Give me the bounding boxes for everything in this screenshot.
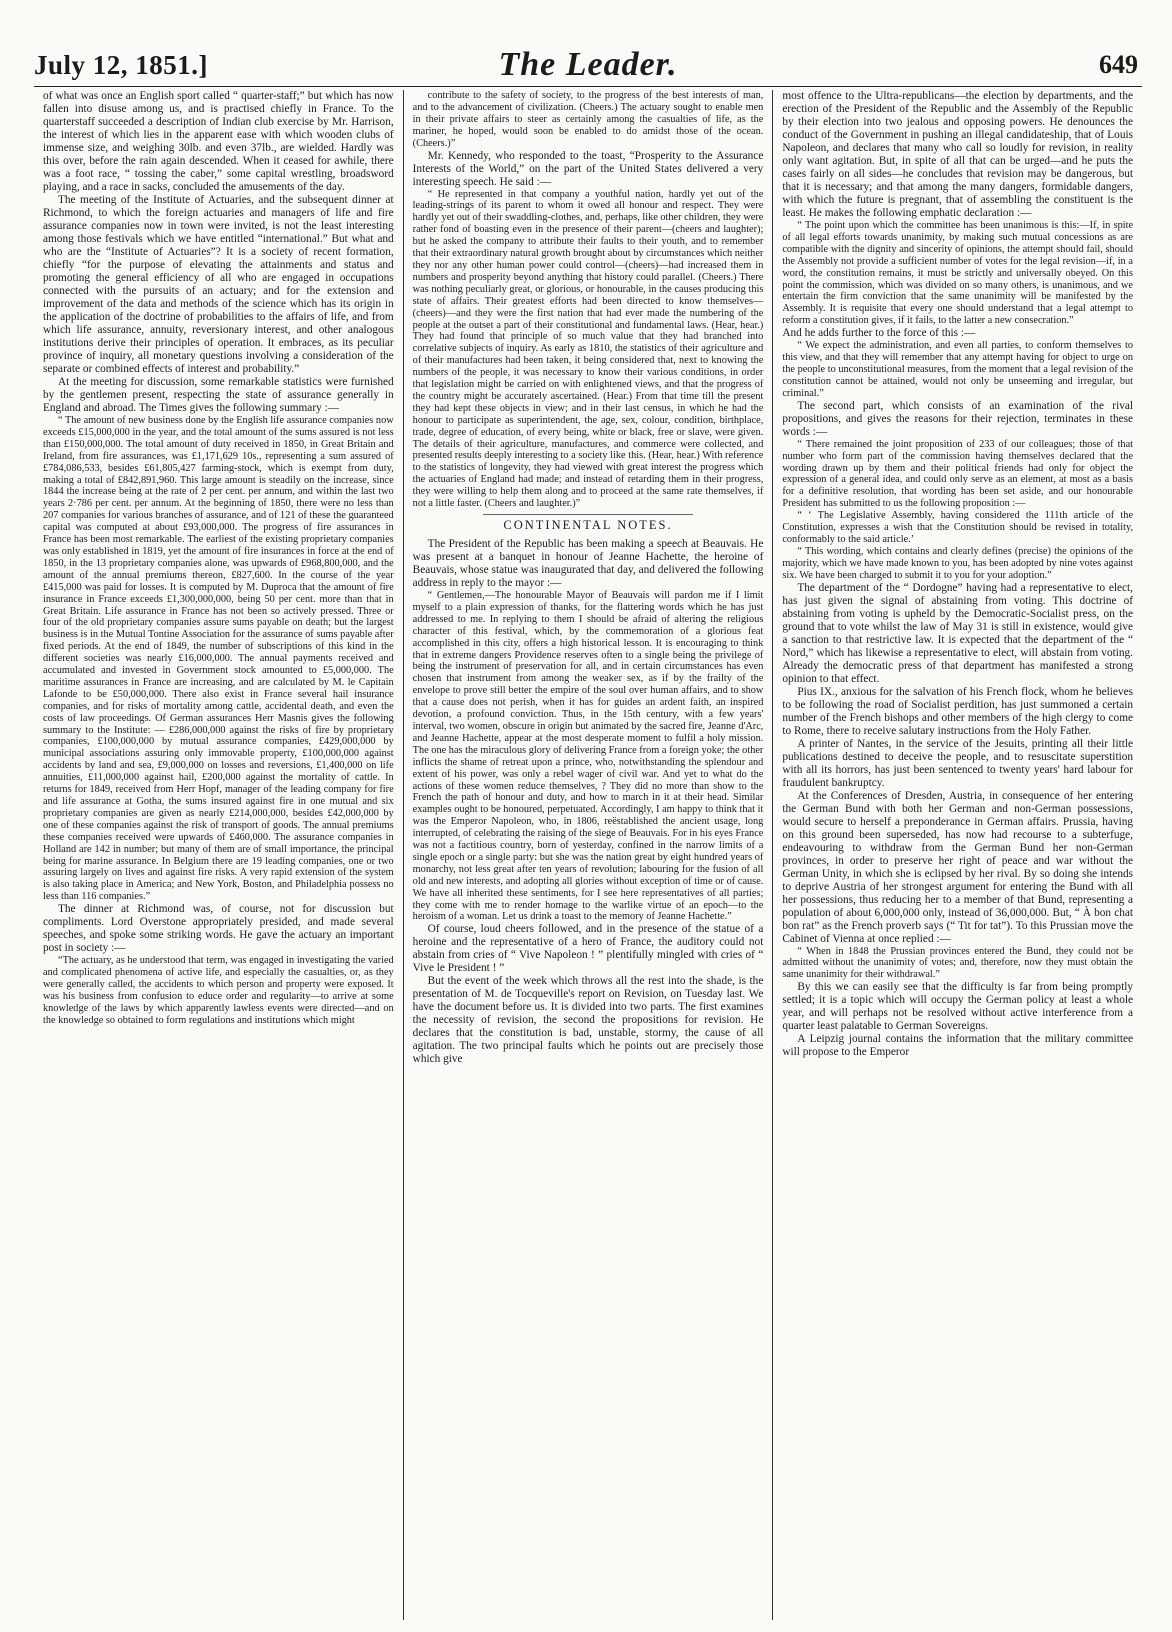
quoted-paragraph: “ The point upon which the committee has been unanimous is this:—If, in spite of all legal efforts towards unanimity, by making such mutual concessions as are compatible with the dignity and sincerity of opinions, the attempt should fail, should the Assembly not provide a sufficient number of votes for the legal revision—if, in a word, the constitution remains, it must be strictly and universally obeyed. On this point the commission, which was divided on so many others, is unanimous, and we entertain the firm conviction that the same unanimity will be manifested by the Assembly. It is requisite that every one should understand that a legal attempt to reform a constitution gives, if it fails, to the latter a new consecration.” — [782, 220, 1134, 327]
paragraph: A Leipzig journal contains the information that the military committee will propose to the Emperor — [782, 1033, 1134, 1059]
quoted-paragraph: “ Gentlemen,—The honourable Mayor of Beauvais will pardon me if I limit myself to a plain expression of thanks, for the flattering words which he has just addressed to me. In replying to them I should be afraid of altering the religious character of this festival, which, by the commemoration of a glorious feat accomplished in this city, offers a high historical lesson. It is encouraging to think that in extreme dangers Providence reserves often to a single being the privilege of being the instrument of preservation for all, and in certain circumstances has even chosen that instrument from among the weaker sex, as if by the frailty of the envelope to prove still better the empire of the soul over human affairs, and to show that a cause does not perish, when it has for guides an ardent faith, an inspired devotion, a profound conviction. Thus, in the 15th century, with a few years' interval, two women, obscure in origin but animated by the sacred fire, Jeanne d'Arc, and Jeanne Hachette, appear at the most desperate moment to fulfil a holy mission. The one has the miraculous glory of delivering France from a foreign yoke; the other inflicts the shame of retreat upon a prince, who, notwithstanding the splendour and extent of his power, was only a rebel wager of civil war. And yet to what do the actions of these women reduce themselves, ? They did no more than show to the French the path of honour and duty, and how to march in it at their head. Similar examples ought to be honoured, perpetuated. Accordingly, I am happy to think that it was the Emperor Napoleon, who, in 1806, reëstablished the ancient usage, long interrupted, of celebrating the raising of the siege of Beauvais. For in his eyes France was not a factitious country, born of yesterday, confined in the narrow limits of a single epoch or a single party: but she was the nation great by eight hundred years of monarchy, not less great after ten years of revolution; labouring for the fusion of all old and new interests, and adopting all glories without exception of time or of cause. We have all inherited these sentiments, for I see here representatives of all parties; they come with me to render homage to the warlike virtue of an epoch—to the heroism of a woman. Let us drink a toast to the memory of Jeanne Hachette.” — [412, 590, 764, 923]
paragraph: of what was once an English sport called “ quarter-staff;” but which has now fallen into disuse among us, and is practised chiefly in France. To the quarterstaff succeeded a description of Indian club exercise by Mr. Harrison, the interest of which lies in the apparent ease with which wooden clubs of immense size, and weighing 30lb. and even 37lb., are wielded. Hardly was this over, before the rain again descended. When it ceased for awhile, there was a foot race, “ tossing the caber,” some capital wrestling, broadsword playing, and a race in sacks, concluded the amusements of the day. — [43, 90, 394, 193]
quoted-paragraph: “ The amount of new business done by the English life assurance companies now exceeds £15,000,000 in the year, and the total amount of the sums assured is not less than £150,000,000. The total amount of duty received in 1850, in Great Britain and Ireland, from fire assurances, was £1,171,629 10s., representing a sum assured of £784,086,533, besides £61,805,427 farming-stock, which is exempt from duty, making a total of £842,891,960. This large amount is steadily on the increase, since 1844 the increase being at the rate of 2 per cent. per annum, and within the last two years 2·786 per cent. per annum. At the beginning of 1850, there were no less than 207 companies for various branches of assurance, and of 121 of these the guaranteed capital was computed at about £93,000,000. The progress of fire assurances in France has been most remarkable. The earliest of the existing proprietary companies was only established in 1819, yet the amount of fire insurances in force at the end of 1850, in the 13 proprietary companies alone, was upwards of £968,800,000, and the amount of the annual premiums thereon, £827,600. In the course of the year £415,000 was paid for losses. It is computed by M. Duproca that the amount of fire insurance in France exceeds £1,300,000,000, being 50 per cent. more than that in Great Britain. Life assurance in France has not been so actively pressed. Three or four of the old proprietary companies assure sums payable on death; but the largest business is in the Mutual Tontine Association for the assurance of sums payable after fixed periods. At the end of 1849, the number of subscriptions of this kind in the different societies was nearly £16,000,000. The annual payments received and accumulated and invested in Government stock amounted to £5,000,000. The maritime assurances in France are increasing, and are calculated by M. le Capitain Lafonde to be £50,000,000. There also exist in France several hail insurance companies, and for risks of mortality among cattle, accidental death, and even the costs of law proceedings. Of German assurances Herr Masnis gives the following summary to the Institute: — £286,000,000 against the risks of fire by proprietary companies, £100,000,000 by mutual assurance companies, £429,000,000 by municipal associations assuring only immovable property, £100,000,000 against accidents by land and sea, £9,000,000 on losses and reversions, £1,400,000 on life annuities, £11,000,000 against hail, £200,000 against the mortality of cattle. In returns for 1849, received from Herr Hopf, manager of the leading company for fire and life assurance at Gotha, the sums insured against fire in one mutual and six proprietary companies are given as nearly £214,000,000, besides £42,000,000 by one of these companies against the risk of transport of goods. The annual premiums these companies received were upwards of £460,000. The assurance companies in Holland are 142 in number; but many of them are of small importance, the principal being for marine assurance. In Belgium there are 19 leading companies, one or two assuring largely on lives and against fire risks. A very rapid extension of the system is also taking place in America; and New York, Boston, and Philadelphia possess no less than 116 companies.” — [43, 415, 394, 903]
paragraph: The meeting of the Institute of Actuaries, and the subsequent dinner at Richmond, to which the foreign actuaries and managers of life and fire assurance companies now in town were invited, is not the least interesting among those festivals which we have entitled “international.” But what and who are the “Institute of Actuaries”? It is a society of recent formation, chiefly “for the purpose of elevating the attainments and status and promoting the general efficiency of all who are engaged in occupations connected with the pursuits of an actuary; and for the extension and improvement of the data and methods of the science which has its origin in the application of the doctrine of probabilities to the affairs of life, and from which life assurance, annuity, reversionary interest, and other analogous institutions derive their principles of operation. It embraces, as its peculiar province of inquiry, all monetary questions involving a consideration of the separate or combined effects of interest and probability.” — [43, 194, 394, 375]
column-1 — [34, 90, 403, 1620]
quoted-paragraph: “The actuary, as he understood that term, was engaged in investigating the varied and complicated phenomena of active life, and especially the casualties, or, as they were generally called, the accidents to which person and property were exposed. It was his business from confusion to educe order and regularity—to arrive at some knowledge of the laws by which apparently lawless events were directed—and on the knowledge so obtained to form regulations and institutions which might — [43, 955, 394, 1026]
section-heading: CONTINENTAL NOTES. — [503, 518, 673, 532]
quoted-paragraph: contribute to the safety of society, to the progress of the best interests of man, and to the advancement of civilization. (Cheers.) The actuary sought to enable men in their private affairs to steer as certainly among the casualties of life, as the mariner, he hoped, would soon be enabled to do amidst those of the ocean. (Cheers.)” — [412, 90, 764, 149]
section-divider — [483, 514, 693, 515]
quoted-paragraph: “ There remained the joint proposition of 233 of our colleagues; those of that number who form part of the commission having themselves declared that the wording drawn up by them and their political friends had only for object the expression of a general idea, and could only serve as an element, at most as a basis for a definitive resolution, that wording has been set aside, and our honourable President has submitted to us the following proposition :— — [782, 438, 1134, 510]
quoted-paragraph: “ This wording, which contains and clearly defines (precise) the opinions of the majority, which we have made known to you, has been adopted by nine votes against six. We have been charged to submit it to you for your adoption.” — [782, 545, 1134, 581]
paragraph: The department of the “ Dordogne” having had a representative to elect, has just given the signal of abstaining from voting. This doctrine of abstaining from voting is upheld by the Democratic-Socialist press, on the ground that to vote whilst the law of May 31 is still in existence, would give a sanction to that restrictive law. It is expected that the department of the “ Nord,” which has likewise a representative to elect, will abstain from voting. Already the democratic press of that department has manifested a strong opinion to that effect. — [782, 581, 1134, 685]
paragraph: At the meeting for discussion, some remarkable statistics were furnished by the gentlemen present, respecting the state of assurance generally in England and abroad. The Times gives the following summary :— — [43, 376, 394, 414]
quoted-paragraph: “ We expect the administration, and even all parties, to conform themselves to this view, and that they will remember that any attempt having for object to urge on the people to unconstitutional measures, from the moment that a legal revision of the constitution cannot be attained, would not only be unseeming and irregular, but criminal.” — [782, 340, 1134, 399]
paragraph: And he adds further to the force of this :— — [782, 327, 976, 340]
paragraph: The President of the Republic has been making a speech at Beauvais. He was present at a banquet in honour of Jeanne Hachette, the heroine of Beauvais, whose statue was inaugurated that day, and delivered the following address in reply to the mayor :— — [412, 538, 764, 589]
paragraph: The second part, which consists of an examination of the rival propositions, and gives the reasons for their rejection, terminates in these words :— — [782, 399, 1134, 438]
masthead — [34, 44, 1142, 88]
newspaper-title: The Leader. — [498, 46, 678, 83]
paragraph: The dinner at Richmond was, of course, not for discussion but compliments. Lord Overstone appropriately presided, and made several speeches, and spoke some striking words. He gave the actuary an important post in society :— — [43, 903, 394, 955]
page-number: 649 — [1099, 50, 1138, 79]
paragraph: By this we can easily see that the difficulty is far from being promptly settled; it is a topic which will occupy the German policy at least a whole year, and will perhaps not be resolved without active interference from a quarter least palatable to German Sovereigns. — [782, 981, 1134, 1033]
quoted-paragraph: “ When in 1848 the Prussian provinces entered the Bund, they could not be admitted without the unanimity of votes; and, therefore, now they must obtain the same unanimity for their withdrawal.” — [782, 945, 1134, 981]
paragraph: At the Conferences of Dresden, Austria, in consequence of her entering the German Bund with both her German and non-German possessions, would secure to herself a preponderance in German affairs. Prussia, having on this ground been superseded, has now had recourse to a subterfuge, endeavouring to withdraw from the German Bund her non-German provinces, in order to preserve her right of peace and war without the German Unity, in which she is eclipsed by her rival. By so doing she intends to deprive Austria of her strongest argument for entering the Bund with all her possessions, thus reducing her to a member of that Bund, representing a population of about 6,000,000 only, instead of 36,000,000. But, “ À bon chat bon rat” as the French proverb says (“ Tit for tat”). To this Prussian move the Cabinet of Vienna at once replied :— — [782, 789, 1134, 945]
columns — [34, 90, 1142, 1620]
paragraph: Of course, loud cheers followed, and in the presence of the statue of a heroine and the representative of a hero of France, the auditory could not abstain from cries of “ Vive Napoleon ! ” plentifully mingled with cries of “ Vive le President ! ” — [412, 923, 764, 975]
paragraph: But the event of the week which throws all the rest into the shade, is the presentation of M. de Tocqueville's report on Revision, on Tuesday last. We have the document before us. It is divided into two parts. The first examines the necessity of revision, the second the propositions for revision. He declares that the constitution is bad, unstable, stormy, the cause of all agitation. The two principal faults which he points out are precisely those which give — [412, 975, 764, 1066]
header-rule — [34, 86, 1142, 87]
paragraph: A printer of Nantes, in the service of the Jesuits, printing all their little publications destined to deceive the people, and to resuscitate superstition with all its horrors, has just been sentenced to twenty years' hard labour for fraudulent bankruptcy. — [782, 737, 1134, 789]
quoted-paragraph: “ ‘ The Legislative Assembly, having considered the 111th article of the Constitution, expresses a wish that the Constitution should be revised in totality, conformably to the said article.’ — [782, 510, 1134, 545]
quoted-paragraph: “ He represented in that company a youthful nation, hardly yet out of the leading-strings of its parent to whom it owed all honour and respect. They were hardly yet out of their swaddling-clothes, and, perhaps, like other children, they were rather fond of boasting even in the presence of their parent—(cheers and laughter); but he asked the company to attribute their faults to their youth, and to remember that their extraordinary natural growth brought about by circumstances which neither they nor any other human power could control—(cheers)—had increased them in numbers and prosperity beyond anything that history could parallel. (Cheers.) There was nothing peculiarly great, or glorious, or honourable, in the causes producing this state of affairs. Their greatest efforts had been directed to know themselves—(cheers)—and they were the first nation that had ever made the numbering of the people at the outset a part of their constitutional and fundamental laws. (Hear, hear.) They had found that principle of so much value that they had branched into correlative subjects of inquiry. As early as 1810, the statistics of their agriculture and of their manufactures had been taken, it being considered that, next to knowing the numbers of the people, it was necessary to know their various conditions, in order that legislation might be carried on with enlightened views, and that the progress of the country might be accurately ascertained. (Hear.) From that time till the present they had kept these objects in view; and in their last census, in which he had the honour to participate as superintendent, the age, sex, colour, condition, birthplace, trade, degree of education, of every being, white or black, free or slave, were given. The details of their agriculture, manufactures, and commerce were collected, and presented results deeply interesting to a society like this. (Hear, hear.) With reference to the statistics of longevity, they had viewed with great interest the progress which the actuaries of England had made; and instead of retarding them in their progress, they were willing to help them along and to proceed at the same rate themselves, if not a little faster. (Cheers and laughter.)” — [412, 188, 764, 510]
issue-date: July 12, 1851.] — [34, 50, 209, 80]
column-3 — [772, 90, 1142, 1620]
paragraph: Mr. Kennedy, who responded to the toast, “Prosperity to the Assurance Interests of the World,” on the part of the United States delivered a very interesting speech. He said :— — [412, 149, 764, 188]
column-2 — [403, 90, 773, 1620]
paragraph: most offence to the Ultra-republicans—the election by departments, and the erection of the President of the Republic and the Assembly of the Republic by their election into two jealous and opposing powers. He denounces the conduct of the Government in pushing an illegal candidateship, that of Louis Napoleon, and declares that many who call so loudly for revision, in reality only want agitation. But, in spite of all that can be urged—and he puts the cases fairly on all sides—he concludes that revision may be dangerous, but that it is necessary; and that among the many dangers, formidable dangers, with which the future is pregnant, that of assembling the constituent is the least. He makes the following emphatic declaration :— — [782, 90, 1134, 219]
paragraph: Pius IX., anxious for the salvation of his French flock, whom he believes to be following the road of Socialist perdition, has just summoned a certain number of the French bishops and other members of the high clergy to come to Rome, there to receive salutary instructions from the Holy Father. — [782, 685, 1134, 737]
